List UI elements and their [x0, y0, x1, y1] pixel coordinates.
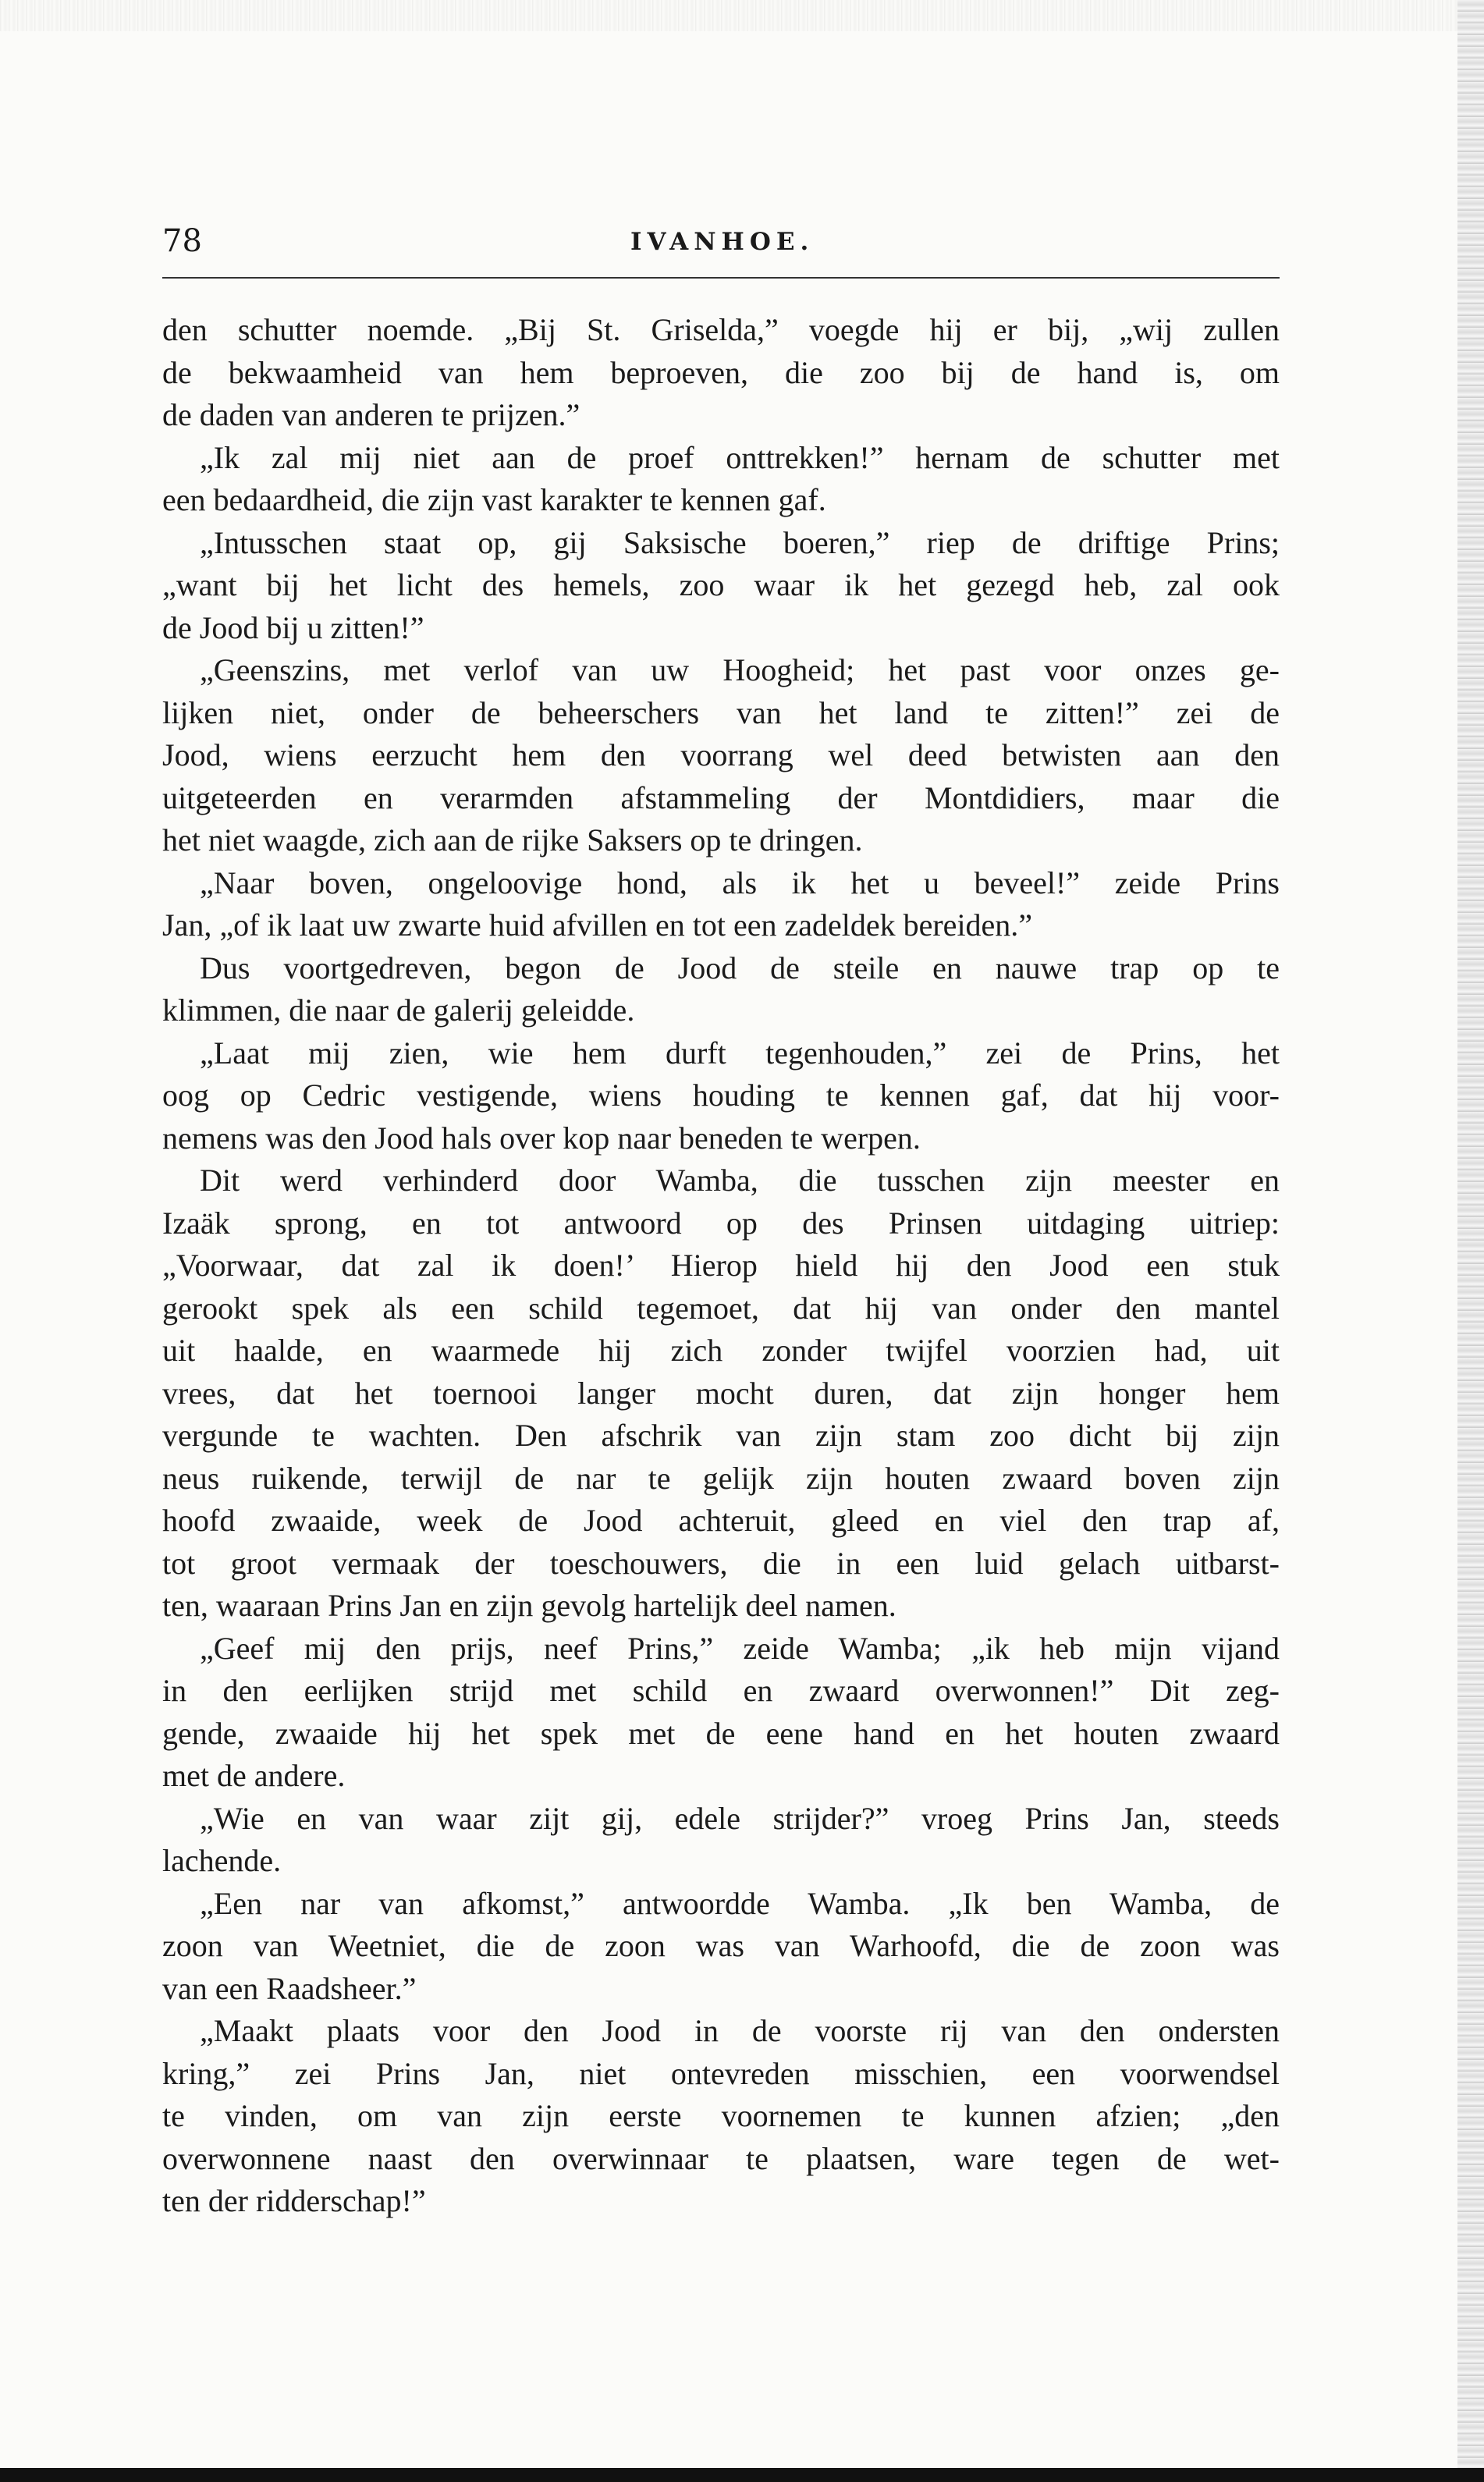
page-header [162, 223, 1255, 270]
text-line: lachende. [162, 1843, 282, 1878]
page-edge-bottom [0, 2468, 1484, 2482]
body-text [162, 309, 1280, 2223]
text-line: Jood, wiens eerzucht hem den voorrang wel deed betwisten aan den [162, 737, 1280, 772]
text-line: Izaäk sprong, en tot antwoord op des Prinsen uitdaging uitriep: [162, 1205, 1280, 1241]
text-line: vrees, dat het toernooi langer mocht duren, dat zijn honger hem [162, 1375, 1280, 1411]
text-line: den schutter noemde. „Bij St. Griselda,” voegde hij er bij, „wij zullen [162, 312, 1280, 347]
text-line: Dus voortgedreven, begon de Jood de steile en nauwe trap op te [200, 950, 1280, 985]
text-line: „Een nar van afkomst,” antwoordde Wamba. „Ik ben Wamba, de [200, 1885, 1280, 1921]
text-line: van een Raadsheer.” [162, 1970, 417, 2006]
text-line: „Geef mij den prijs, neef Prins,” zeide Wamba; „ik heb mijn vijand [200, 1630, 1280, 1666]
running-title: IVANHOE. [630, 228, 815, 256]
text-line: ten der ridderschap!” [162, 2183, 426, 2218]
text-line: gende, zwaaide hij het spek met de eene hand en het houten zwaard [162, 1715, 1280, 1751]
text-line: te vinden, om van zijn eerste voornemen te kunnen afzien; „den [162, 2098, 1280, 2133]
text-line: zoon van Weetniet, die de zoon was van Warhoofd, die de zoon was [162, 1928, 1280, 1963]
text-line: de Jood bij u zitten!” [162, 609, 424, 645]
text-line: „Maakt plaats voor den Jood in de voorste rij van den ondersten [200, 2013, 1280, 2048]
text-line: met de andere. [162, 1758, 346, 1793]
text-line: Jan, „of ik laat uw zwarte huid afvillen en tot een zadeldek bereiden.” [162, 907, 1033, 943]
text-line: kring,” zei Prins Jan, niet ontevreden misschien, een voorwendsel [162, 2055, 1280, 2091]
text-line: tot groot vermaak der toeschouwers, die in een luid gelach uitbarst- [162, 1545, 1280, 1581]
text-line: vergunde te wachten. Den afschrik van zijn stam zoo dicht bij zijn [162, 1418, 1280, 1453]
text-line: nemens was den Jood hals over kop naar beneden te werpen. [162, 1120, 921, 1156]
text-line: „Ik zal mij niet aan de proef onttrekken!” hernam de schutter met [200, 439, 1280, 475]
text-line: de daden van anderen te prijzen.” [162, 397, 580, 432]
text-line: overwonnene naast den overwinnaar te plaatsen, ware tegen de wet- [162, 2140, 1280, 2176]
text-line: uit haalde, en waarmede hij zich zonder twijfel voorzien had, uit [162, 1333, 1280, 1368]
text-line: in den eerlijken strijd met schild en zwaard overwonnen!” Dit zeg- [162, 1673, 1280, 1708]
text-line: „Intusschen staat op, gij Saksische boeren,” riep de driftige Prins; [200, 524, 1280, 560]
page-edge-right [1457, 0, 1484, 2482]
text-line: „want bij het licht des hemels, zoo waar ik het gezegd heb, zal ook [162, 567, 1280, 602]
text-line: een bedaardheid, die zijn vast karakter te kennen gaf. [162, 482, 826, 517]
text-line: het niet waagde, zich aan de rijke Saksers op te dringen. [162, 822, 863, 858]
text-line: Dit werd verhinderd door Wamba, die tusschen zijn meester en [200, 1163, 1280, 1198]
text-line: „Geenszins, met verlof van uw Hoogheid; het past voor onzes ge- [200, 652, 1280, 687]
page-number: 78 [162, 223, 202, 259]
text-line: „Laat mij zien, wie hem durft tegenhouden,” zei de Prins, het [200, 1035, 1280, 1071]
text-line: lijken niet, onder de beheerschers van het land te zitten!” zei de [162, 694, 1280, 730]
text-line: de bekwaamheid van hem beproeven, die zoo bij de hand is, om [162, 354, 1280, 390]
text-line: „Wie en van waar zijt gij, edele strijder?” vroeg Prins Jan, steeds [200, 1800, 1280, 1836]
text-line: „Naar boven, ongeloovige hond, als ik het u beveel!” zeide Prins [200, 865, 1280, 900]
header-rule [162, 277, 1280, 279]
text-line: oog op Cedric vestigende, wiens houding te kennen gaf, dat hij voor- [162, 1078, 1280, 1113]
text-line: hoofd zwaaide, week de Jood achteruit, gleed en viel den trap af, [162, 1503, 1280, 1538]
text-line: klimmen, die naar de galerij geleidde. [162, 992, 635, 1028]
text-line: gerookt spek als een schild tegemoet, dat hij van onder den mantel [162, 1290, 1280, 1326]
text-line: neus ruikende, terwijl de nar te gelijk zijn houten zwaard boven zijn [162, 1460, 1280, 1496]
text-line: ten, waaraan Prins Jan en zijn gevolg hartelijk deel namen. [162, 1588, 896, 1623]
scan-noise-top [0, 0, 1484, 31]
text-line: „Voorwaar, dat zal ik doen!’ Hierop hield hij den Jood een stuk [162, 1248, 1280, 1283]
text-line: uitgeteerden en verarmden afstammeling der Montdidiers, maar die [162, 779, 1280, 815]
